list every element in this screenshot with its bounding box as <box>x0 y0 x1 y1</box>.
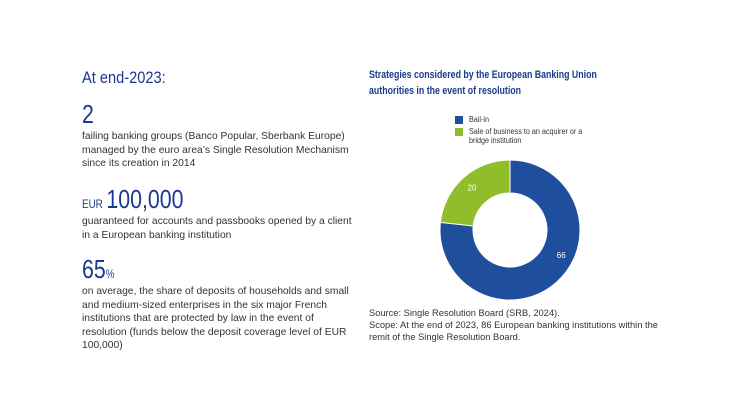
stat-number: 65 <box>82 254 106 284</box>
donut-chart <box>440 160 580 300</box>
legend-swatch-sale-of-business <box>455 128 463 136</box>
stat-protected-deposits <box>82 256 357 353</box>
stat-value <box>82 101 94 127</box>
stat-description: guaranteed for accounts and passbooks opened by a client in a European banking institution <box>82 216 352 241</box>
stat-description: on average, the share of deposits of households and small and medium-sized enterprises in the six major French institutions that are protected by law in the event of resolution (funds below the deposit coverage level of EUR 100,000) <box>82 286 349 352</box>
source-line: Source: Single Resolution Board (SRB, 2024). <box>369 308 560 318</box>
legend-item-sale-of-business <box>455 127 635 145</box>
stat-failing-groups <box>82 101 357 171</box>
scope-line: Scope: At the end of 2023, 86 European banking institutions within the remit of the Single Resolution Board. <box>369 320 658 342</box>
donut-slice-sale-of-business <box>440 160 510 226</box>
stat-description: failing banking groups (Banco Popular, Sberbank Europe) managed by the euro area’s Single Resolution Mechanism since its creation in 2014 <box>82 131 349 170</box>
stat-suffix: % <box>105 267 115 281</box>
key-figures-heading: At end-2023: <box>82 68 166 87</box>
stat-value <box>82 186 184 212</box>
donut-label-sale-of-business: 20 <box>467 183 477 193</box>
stat-deposit-guarantee <box>82 186 357 242</box>
stat-prefix: EUR <box>82 197 103 211</box>
legend-label-sale-of-business: Sale of business to an acquirer or a bridge institution <box>469 127 583 145</box>
stat-number: 2 <box>82 99 94 129</box>
stat-value <box>82 256 114 282</box>
donut-label-bail-in: 66 <box>556 251 566 261</box>
legend-item-bail-in <box>455 115 635 124</box>
chart-title: Strategies considered by the European Banking Union authorities in the event of resolution <box>369 69 597 97</box>
chart-source-note <box>369 307 669 343</box>
stat-number: 100,000 <box>106 184 184 214</box>
chart-legend <box>455 115 635 148</box>
legend-swatch-bail-in <box>455 116 463 124</box>
legend-label-bail-in: Bail-in <box>469 115 490 124</box>
